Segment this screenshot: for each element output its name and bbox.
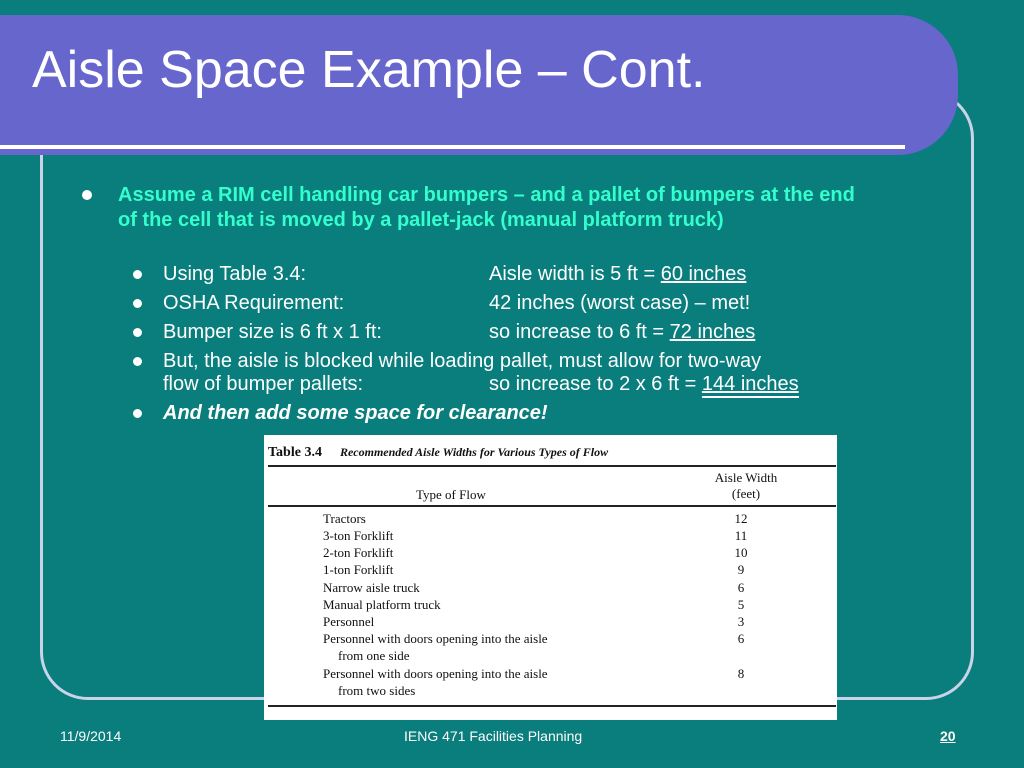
table-row-flow: Manual platform truck (323, 597, 441, 612)
value-emphasis: 144 inches (702, 373, 799, 398)
sub-bullet-label: Using Table 3.4: (163, 263, 307, 285)
table-col-header-width (696, 470, 796, 502)
value-prefix: Aisle width is 5 ft = (489, 263, 661, 285)
table-row-width: 11 (734, 528, 748, 543)
table-row-width: 5 (737, 597, 745, 612)
table-row-width: 8 (737, 666, 745, 681)
bullet-dot-icon (133, 299, 142, 308)
sub-bullet-value: 42 inches (worst case) – met! (489, 292, 751, 314)
slide-title: Aisle Space Example – Cont. (32, 41, 706, 99)
table-row-flow: 1-ton Forklift (323, 562, 394, 577)
bullet-dot-icon (133, 409, 142, 418)
page-number: 20 (940, 728, 956, 744)
table-title (268, 445, 608, 461)
table-top-rule (268, 465, 836, 467)
value-emphasis: 60 inches (660, 263, 747, 285)
bullet-dot-icon (133, 270, 142, 279)
table-row-width: 6 (737, 631, 745, 646)
main-bullet (80, 183, 860, 233)
sub-bullet-label: OSHA Requirement: (163, 292, 345, 314)
table-caption: Recommended Aisle Widths for Various Types of Flow (339, 445, 609, 459)
value-prefix: so increase to 2 x 6 ft = (489, 373, 702, 395)
table-row-width: 3 (737, 614, 745, 629)
table-col-header-width-line1: Aisle Width (714, 470, 778, 485)
footer-date: 11/9/2014 (60, 728, 122, 744)
table-row-width: 12 (734, 511, 748, 526)
sub-bullet-value (489, 373, 799, 396)
sub-bullet-label: flow of bumper pallets: (163, 373, 364, 395)
table-row-width: 6 (737, 580, 745, 595)
table-header-rule (268, 505, 836, 507)
sub-bullet-label: Bumper size is 6 ft x 1 ft: (163, 321, 382, 343)
table-row-width: 9 (737, 562, 745, 577)
sub-bullet-value (489, 321, 755, 344)
aisle-width-table (264, 435, 837, 720)
sub-bullet-line1: But, the aisle is blocked while loading pallet, must allow for two-way (163, 350, 762, 372)
table-col-header-width-line2: (feet) (731, 486, 761, 501)
table-row-width: 10 (734, 545, 748, 560)
table-row-flow: 2-ton Forklift (323, 545, 394, 560)
table-row-flow: 3-ton Forklift (323, 528, 394, 543)
table-row-flow-cont: from one side (338, 648, 410, 663)
table-row-flow: Personnel (323, 614, 375, 629)
table-row-flow: Personnel with doors opening into the aisle (323, 666, 548, 681)
title-underline (0, 145, 905, 149)
table-row-flow: Tractors (323, 511, 366, 526)
bullet-dot-icon (133, 328, 142, 337)
main-bullet-text: Assume a RIM cell handling car bumpers – and a pallet of bumpers at the end of the cell that is moved by a pallet-jack (manual platform truck) (118, 184, 855, 231)
table-row-flow: Narrow aisle truck (323, 580, 420, 595)
table-col-header-flow: Type of Flow (416, 487, 486, 502)
bullet-dot-icon (133, 357, 142, 366)
value-prefix: so increase to 6 ft = (489, 321, 670, 343)
sub-bullet-value (489, 263, 746, 286)
sub-bullet-label: And then add some space for clearance! (163, 402, 548, 424)
table-row-flow-cont: from two sides (338, 683, 416, 698)
table-bottom-rule (268, 705, 836, 707)
bullet-dot-icon (82, 190, 92, 200)
table-row-flow: Personnel with doors opening into the aisle (323, 631, 548, 646)
footer-course: IENG 471 Facilities Planning (404, 728, 583, 744)
table-label: Table 3.4 (268, 445, 322, 460)
value-emphasis: 72 inches (669, 321, 756, 343)
